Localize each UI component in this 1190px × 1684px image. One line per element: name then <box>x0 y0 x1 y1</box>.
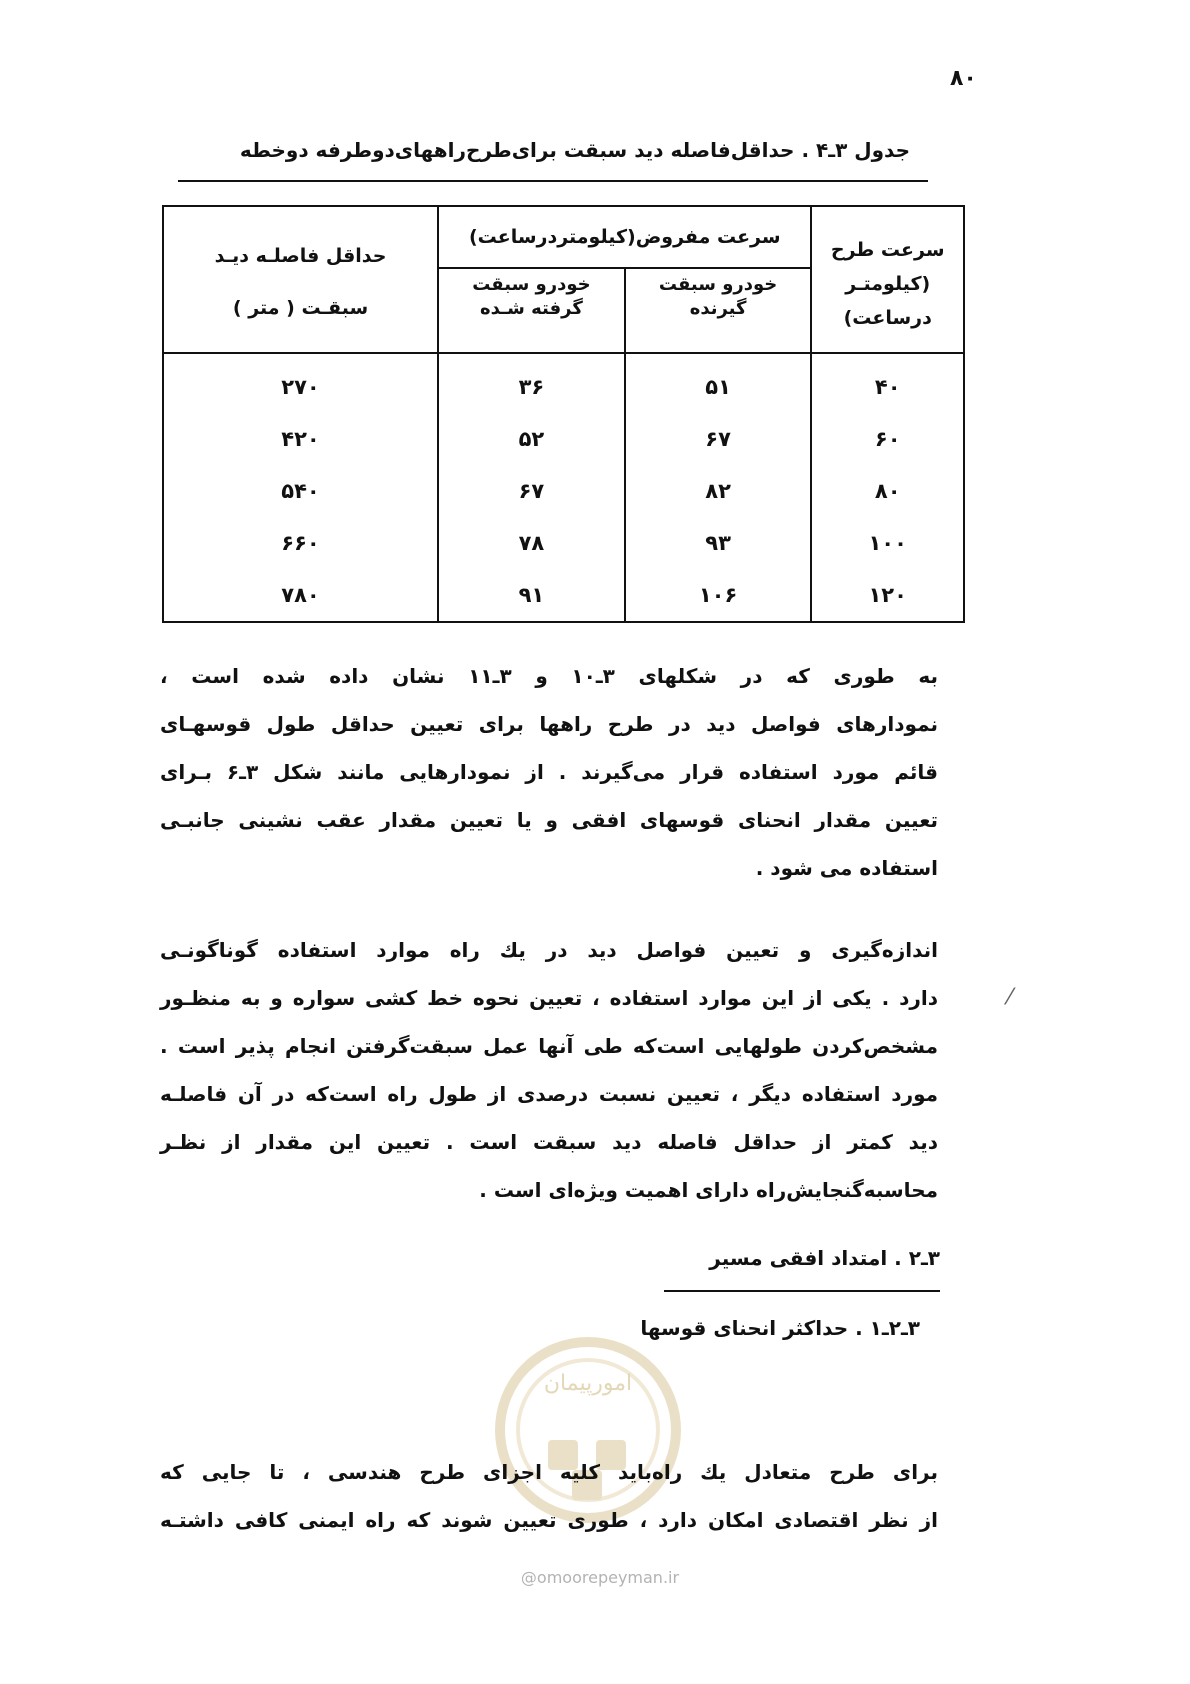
table-row <box>163 353 964 413</box>
header-passed-vehicle <box>438 268 625 353</box>
cell-passed: ۳۶ <box>438 353 625 413</box>
table-row <box>163 465 964 517</box>
paragraph-line: برای طرح متعادل یك راه‌باید کلیه اجزای طرح هندسی ، تا جایی که <box>160 1460 938 1484</box>
cell-passing: ۹۳ <box>625 517 812 569</box>
paragraph-line: تعیین مقدار انحنای قوسهای افقی و یا تعیین مقدار عقب نشینی جانبـی <box>160 808 938 832</box>
table-row <box>163 569 964 622</box>
cell-passing: ۱۰۶ <box>625 569 812 622</box>
cell-design-speed: ۸۰ <box>811 465 964 517</box>
cell-design-speed: ۴۰ <box>811 353 964 413</box>
header-passing-line1: خودرو سبقت <box>658 274 778 295</box>
header-design-speed-line3: درساعت) <box>843 307 932 329</box>
paragraph-line: دارد . یکی از این موارد استفاده ، تعیین نحوه خط کشی سواره و به منظـور <box>160 986 938 1010</box>
cell-design-speed: ۶۰ <box>811 413 964 465</box>
header-passed-line2: گرفته شـده <box>479 298 583 319</box>
cell-min-distance: ۵۴۰ <box>163 465 438 517</box>
paragraph-line: به طوری که در شکلهای ۳ـ۱۰ و ۳ـ۱۱ نشان داده شده است ، <box>160 664 939 688</box>
header-passing-vehicle <box>625 268 812 353</box>
header-min-distance-line2: سبقـت ( متر ) <box>232 297 369 319</box>
header-assumed-speed: سرعت مفروض(کیلومتردرساعت) <box>438 206 811 268</box>
paragraph-line: نمودارهای فواصل دید در طرح راهها برای تعیین حداقل طول قوسهـای <box>160 712 938 736</box>
paragraph-line: قائم مورد استفاده قرار می‌گیرند . از نمودارهایی مانند شکل ۳ـ۶ بـرای <box>160 760 939 784</box>
paragraph-sight-diagrams <box>160 652 938 892</box>
cell-min-distance: ۴۲۰ <box>163 413 438 465</box>
table-row <box>163 413 964 465</box>
header-design-speed-line2: (کیلومتـر <box>845 273 931 295</box>
cell-min-distance: ۷۸۰ <box>163 569 438 622</box>
cell-min-distance: ۲۷۰ <box>163 353 438 413</box>
header-min-distance-line1: حداقل فاصلـه دیـد <box>214 245 387 267</box>
paragraph-horizontal-curves <box>160 1448 938 1544</box>
cell-passing: ۶۷ <box>625 413 812 465</box>
header-design-speed <box>811 206 964 353</box>
cell-passing: ۵۱ <box>625 353 812 413</box>
header-design-speed-line1: سرعت طرح <box>830 239 945 261</box>
paragraph-line: استفاده می شود . <box>755 856 938 880</box>
sight-distance-table <box>162 205 965 623</box>
stray-pen-mark: ⁄ <box>1008 985 1012 1010</box>
paragraph-line: دید کمتر از حداقل فاصله دید سبقت است . تعیین این مقدار از نظـر <box>160 1130 938 1154</box>
cell-passed: ۹۱ <box>438 569 625 622</box>
cell-passed: ۷۸ <box>438 517 625 569</box>
watermark-logo-text: امورپیمان <box>543 1371 633 1396</box>
paragraph-sight-measurement <box>160 926 938 1214</box>
table-row <box>163 517 964 569</box>
cell-design-speed: ۱۲۰ <box>811 569 964 622</box>
paragraph-line: مشخص‌کردن طولهایی است‌که طی آنها عمل سبقت‌گرفتن انجام پذیر است . <box>160 1034 938 1058</box>
cell-design-speed: ۱۰۰ <box>811 517 964 569</box>
table-caption: جدول ۳ـ۴ . حداقل‌فاصله دید سبقت برای‌طرح‌راههای‌دوطرفه دوخطه <box>239 138 910 162</box>
paragraph-line: اندازه‌گیری و تعیین فواصل دید در یك راه موارد استفاده گوناگونـی <box>160 938 938 962</box>
cell-passed: ۶۷ <box>438 465 625 517</box>
paragraph-line: محاسبه‌گنجایش‌راه دارای اهمیت ویژه‌ای است . <box>479 1178 938 1202</box>
section-underline <box>664 1290 940 1292</box>
caption-underline <box>178 180 928 182</box>
watermark-url: @omoorepeyman.ir <box>520 1568 680 1587</box>
paragraph-line: از نظر اقتصادی امکان دارد ، طوری تعیین شوند که راه ایمنی کافی داشتـه <box>160 1508 938 1532</box>
cell-min-distance: ۶۶۰ <box>163 517 438 569</box>
subsection-heading: ۳ـ۲ـ۱ . حداکثر انحنای قوسها <box>640 1316 920 1340</box>
page-number: ۸۰ <box>950 66 977 91</box>
header-passed-line1: خودرو سبقت <box>472 274 591 295</box>
cell-passing: ۸۲ <box>625 465 812 517</box>
paragraph-line: مورد استفاده دیگر ، تعیین نسبت درصدی از طول راه است‌که در آن فاصلـه <box>160 1082 938 1106</box>
section-heading: ۳ـ۲ . امتداد افقی مسیر <box>709 1246 940 1270</box>
header-min-distance <box>163 206 438 353</box>
header-passing-line2: گیرنده <box>689 298 747 319</box>
cell-passed: ۵۲ <box>438 413 625 465</box>
